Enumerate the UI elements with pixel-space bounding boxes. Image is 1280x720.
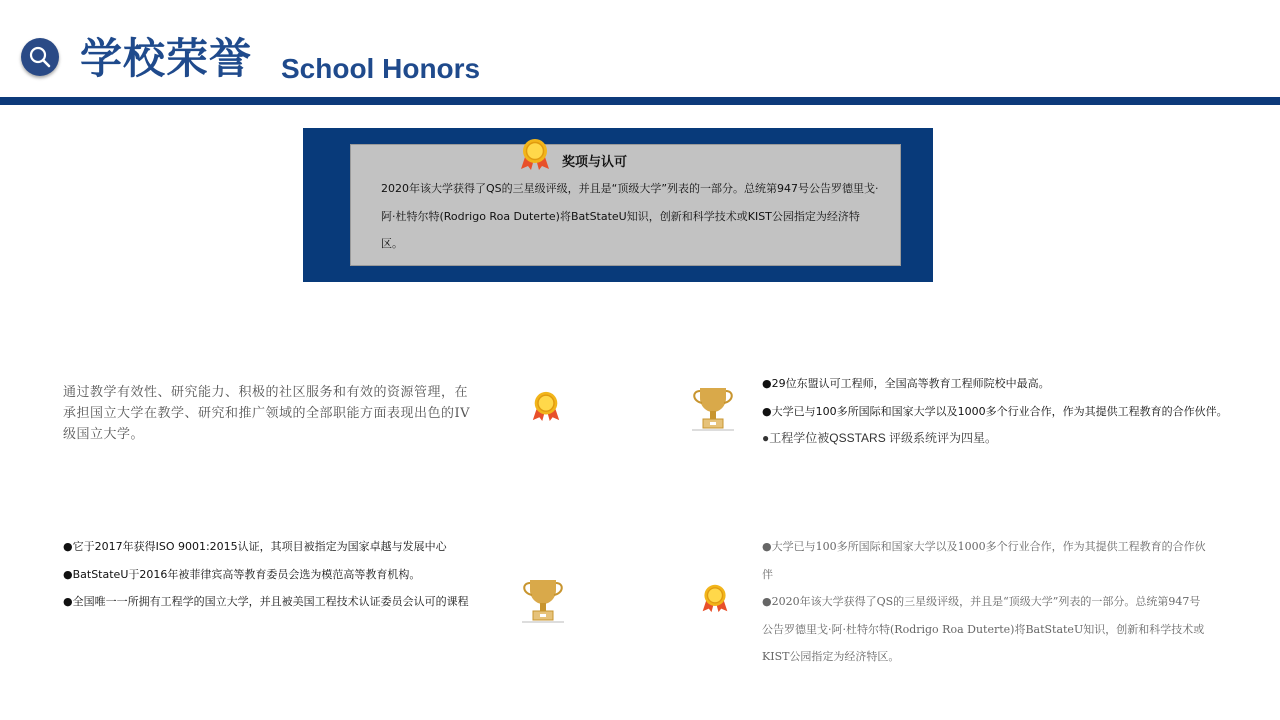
search-icon <box>21 38 59 76</box>
page-subtitle: School Honors <box>281 53 481 84</box>
medal-icon <box>518 137 552 175</box>
list-item: ●它于2017年获得ISO 9001:2015认证，其项目被指定为国家卓越与发展中心 <box>63 540 447 553</box>
list-item: ●大学已与100多所国际和国家大学以及1000多个行业合作，作为其提供工程教育的合作伙伴。 <box>762 404 1228 418</box>
achievements-list-top <box>762 370 1262 453</box>
intro-paragraph: 通过教学有效性、研究能力、积极的社区服务和有效的资源管理，在承担国立大学在教学、研究和推广领域的全部职能方面表现出色的IV级国立大学。 <box>63 385 471 442</box>
achievements-list-left <box>63 533 518 616</box>
page-title: 学校荣誉 <box>80 34 253 83</box>
achievements-list-right <box>762 533 1207 671</box>
trophy-icon <box>520 575 566 629</box>
list-item: ●BatStateU于2016年被菲律宾高等教育委员会选为模范高等教育机构。 <box>63 567 421 581</box>
list-item: ●大学已与100多所国际和国家大学以及1000多个行业合作，作为其提供工程教育的合作伙伴 <box>762 540 1206 581</box>
list-item: ●29位东盟认可工程师，全国高等教育工程师院校中最高。 <box>762 377 1050 390</box>
list-item: ●2020年该大学获得了QS的三星级评级，并且是“顶级大学”列表的一部分。总统第947号公告罗德里戈·阿·杜特尔特(Rodrigo Roa Duterte)将BatStateU知识，创新和科学技术或KIST公园指定为经济特区。 <box>762 595 1205 663</box>
award-card <box>350 144 901 266</box>
award-panel <box>303 128 933 282</box>
award-title: 奖项与认可 <box>562 155 628 170</box>
award-description: 2020年该大学获得了QS的三星级评级，并且是“顶级大学”列表的一部分。总统第947号公告罗德里戈·阿·杜特尔特(Rodrigo Roa Duterte)将BatStateU知识，创新和科学技术或KIST公园指定为经济特区。 <box>381 182 879 250</box>
medal-icon <box>530 389 562 427</box>
header-divider <box>0 97 1280 105</box>
list-item: ●全国唯一一所拥有工程学的国立大学，并且被美国工程技术认证委员会认可的课程 <box>63 595 469 608</box>
list-item: ●工程学位被QSSTARS 评级系统评为四星。 <box>762 431 998 445</box>
medal-icon <box>700 581 730 619</box>
trophy-icon <box>690 384 736 436</box>
